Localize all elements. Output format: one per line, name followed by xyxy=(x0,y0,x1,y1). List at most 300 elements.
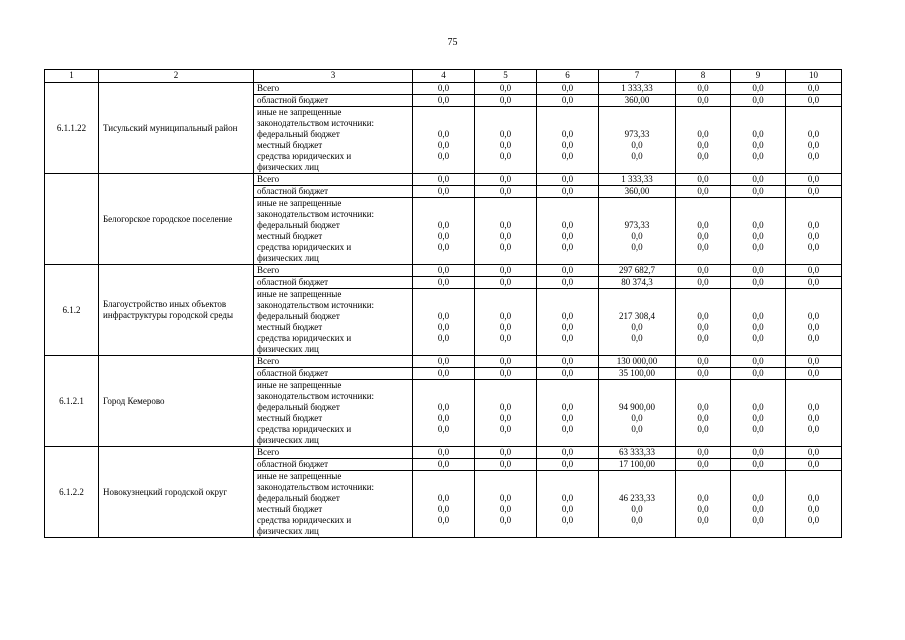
value-cell: 0,0 xyxy=(413,447,475,459)
spacer xyxy=(539,107,596,118)
value-lines xyxy=(539,289,596,344)
spacer xyxy=(733,300,783,311)
spacer xyxy=(415,482,472,493)
value-cell-multiline xyxy=(731,289,786,356)
legal-value: 0,0 xyxy=(697,515,709,525)
spacer xyxy=(733,391,783,402)
column-header: 6 xyxy=(537,70,599,83)
local-value: 0,0 xyxy=(807,231,820,241)
value-cell-multiline xyxy=(676,198,731,265)
value-cell-multiline xyxy=(786,289,842,356)
value-cell: 0,0 xyxy=(475,447,537,459)
local-value: 0,0 xyxy=(437,231,450,241)
value-cell: 0,0 xyxy=(537,459,599,471)
value-cell: 0,0 xyxy=(676,83,731,95)
source-label: Всего xyxy=(254,447,413,459)
value-cell-multiline xyxy=(599,198,676,265)
value-lines xyxy=(733,198,783,253)
source-lines xyxy=(257,107,410,173)
spacer xyxy=(601,482,673,493)
spacer xyxy=(788,482,839,493)
legal-value: 0,0 xyxy=(437,242,450,252)
federal-value: 0,0 xyxy=(437,311,450,321)
spacer xyxy=(788,209,839,220)
local-value: 0,0 xyxy=(807,322,820,332)
legal-value: 0,0 xyxy=(631,333,643,343)
value-lines xyxy=(539,198,596,253)
value-cell: 297 682,7 xyxy=(599,265,676,277)
value-cell: 0,0 xyxy=(731,459,786,471)
spacer xyxy=(788,391,839,402)
local-value: 0,0 xyxy=(807,413,820,423)
spacer xyxy=(678,198,728,209)
spacer xyxy=(415,300,472,311)
value-cell: 0,0 xyxy=(786,83,842,95)
item-code: 6.1.2 xyxy=(45,265,99,356)
value-cell: 0,0 xyxy=(786,368,842,380)
spacer xyxy=(415,391,472,402)
spacer xyxy=(477,118,534,129)
column-header: 2 xyxy=(99,70,254,83)
source-line: физических лиц xyxy=(257,253,319,263)
legal-value: 0,0 xyxy=(561,515,574,525)
federal-value: 0,0 xyxy=(437,402,450,412)
local-value: 0,0 xyxy=(437,413,450,423)
legal-value: 0,0 xyxy=(807,424,820,434)
local-value: 0,0 xyxy=(437,140,450,150)
spacer xyxy=(415,471,472,482)
source-lines xyxy=(257,198,410,264)
value-cell: 0,0 xyxy=(475,265,537,277)
source-label: областной бюджет xyxy=(254,368,413,380)
value-cell-multiline xyxy=(475,198,537,265)
source-line: физических лиц xyxy=(257,344,319,354)
legal-value: 0,0 xyxy=(437,151,450,161)
local-value: 0,0 xyxy=(807,140,820,150)
spacer xyxy=(601,300,673,311)
value-cell: 80 374,3 xyxy=(599,277,676,289)
value-lines xyxy=(539,380,596,435)
value-cell: 0,0 xyxy=(786,447,842,459)
legal-value: 0,0 xyxy=(499,515,512,525)
value-cell: 0,0 xyxy=(676,447,731,459)
legal-value: 0,0 xyxy=(807,151,820,161)
value-cell: 0,0 xyxy=(475,356,537,368)
spacer xyxy=(733,471,783,482)
legal-value: 0,0 xyxy=(499,333,512,343)
item-code: 6.1.2.2 xyxy=(45,447,99,538)
local-value: 0,0 xyxy=(561,231,574,241)
value-cell: 360,00 xyxy=(599,186,676,198)
value-cell: 0,0 xyxy=(676,95,731,107)
value-cell: 0,0 xyxy=(676,356,731,368)
value-cell: 1 333,33 xyxy=(599,174,676,186)
value-cell: 0,0 xyxy=(413,265,475,277)
legal-value: 0,0 xyxy=(752,151,764,161)
value-cell: 0,0 xyxy=(676,459,731,471)
legal-value: 0,0 xyxy=(561,242,574,252)
value-lines xyxy=(733,471,783,526)
value-cell: 0,0 xyxy=(676,265,731,277)
value-lines xyxy=(415,198,472,253)
spacer xyxy=(477,391,534,402)
federal-value: 0,0 xyxy=(499,493,512,503)
spacer xyxy=(788,289,839,300)
spacer xyxy=(477,471,534,482)
local-value: 0,0 xyxy=(561,413,574,423)
budget-table xyxy=(44,69,842,538)
federal-value: 217 308,4 xyxy=(619,311,655,321)
local-value: 0,0 xyxy=(631,504,643,514)
local-value: 0,0 xyxy=(697,231,709,241)
legal-value: 0,0 xyxy=(437,424,450,434)
value-lines xyxy=(477,471,534,526)
column-header: 5 xyxy=(475,70,537,83)
column-header: 10 xyxy=(786,70,842,83)
spacer xyxy=(415,209,472,220)
local-value: 0,0 xyxy=(499,504,512,514)
source-line: местный бюджет xyxy=(257,322,323,332)
source-lines xyxy=(257,289,410,355)
federal-value: 0,0 xyxy=(697,402,709,412)
value-lines xyxy=(788,289,839,344)
source-line: средства юридических и xyxy=(257,242,352,252)
federal-value: 0,0 xyxy=(752,220,764,230)
item-code: 6.1.2.1 xyxy=(45,356,99,447)
value-cell-multiline xyxy=(413,289,475,356)
value-cell: 0,0 xyxy=(413,368,475,380)
legal-value: 0,0 xyxy=(697,424,709,434)
spacer xyxy=(477,289,534,300)
local-value: 0,0 xyxy=(697,322,709,332)
value-cell-multiline xyxy=(731,471,786,538)
value-cell-multiline xyxy=(676,471,731,538)
value-cell-multiline xyxy=(475,471,537,538)
source-label-multiline xyxy=(254,471,413,538)
federal-value: 0,0 xyxy=(807,311,820,321)
legal-value: 0,0 xyxy=(561,151,574,161)
federal-value: 0,0 xyxy=(697,129,709,139)
source-line: законодательством источники: xyxy=(257,391,375,401)
value-cell-multiline xyxy=(786,471,842,538)
value-cell-multiline xyxy=(786,380,842,447)
value-cell: 0,0 xyxy=(731,265,786,277)
value-lines xyxy=(733,289,783,344)
page-number: 75 xyxy=(447,37,458,48)
federal-value: 0,0 xyxy=(561,402,574,412)
federal-value: 0,0 xyxy=(752,493,764,503)
local-value: 0,0 xyxy=(631,413,643,423)
federal-value: 0,0 xyxy=(437,129,450,139)
legal-value: 0,0 xyxy=(631,151,643,161)
local-value: 0,0 xyxy=(499,231,512,241)
value-lines xyxy=(477,380,534,435)
legal-value: 0,0 xyxy=(631,424,643,434)
value-lines xyxy=(415,380,472,435)
federal-value: 0,0 xyxy=(561,129,574,139)
legal-value: 0,0 xyxy=(697,242,709,252)
source-line: федеральный бюджет xyxy=(257,129,340,139)
spacer xyxy=(539,300,596,311)
value-cell-multiline xyxy=(537,198,599,265)
federal-value: 0,0 xyxy=(561,311,574,321)
source-line: федеральный бюджет xyxy=(257,493,340,503)
local-value: 0,0 xyxy=(631,322,643,332)
local-value: 0,0 xyxy=(561,504,574,514)
value-lines xyxy=(601,198,673,253)
table-row-total xyxy=(45,83,842,95)
source-label-multiline xyxy=(254,198,413,265)
value-cell: 0,0 xyxy=(786,265,842,277)
item-name: Город Кемерово xyxy=(99,356,254,447)
federal-value: 0,0 xyxy=(807,402,820,412)
source-line: федеральный бюджет xyxy=(257,220,340,230)
source-label-multiline xyxy=(254,380,413,447)
spacer xyxy=(678,482,728,493)
legal-value: 0,0 xyxy=(631,242,643,252)
spacer xyxy=(733,289,783,300)
local-value: 0,0 xyxy=(697,140,709,150)
item-name: Белогорское городское поселение xyxy=(99,174,254,265)
local-value: 0,0 xyxy=(752,504,764,514)
spacer xyxy=(788,107,839,118)
value-cell: 0,0 xyxy=(676,368,731,380)
spacer xyxy=(415,380,472,391)
source-label: Всего xyxy=(254,356,413,368)
table-row-total xyxy=(45,356,842,368)
value-cell: 0,0 xyxy=(786,174,842,186)
value-cell: 0,0 xyxy=(475,277,537,289)
value-cell-multiline xyxy=(475,289,537,356)
value-cell: 0,0 xyxy=(475,174,537,186)
item-name: Новокузнецкий городской округ xyxy=(99,447,254,538)
spacer xyxy=(415,118,472,129)
legal-value: 0,0 xyxy=(697,333,709,343)
value-cell: 1 333,33 xyxy=(599,83,676,95)
value-cell-multiline xyxy=(676,107,731,174)
value-cell-multiline xyxy=(731,198,786,265)
spacer xyxy=(678,107,728,118)
federal-value: 0,0 xyxy=(697,493,709,503)
value-cell: 0,0 xyxy=(786,356,842,368)
spacer xyxy=(733,209,783,220)
spacer xyxy=(788,471,839,482)
spacer xyxy=(539,289,596,300)
spacer xyxy=(477,300,534,311)
value-cell-multiline xyxy=(413,198,475,265)
value-cell-multiline xyxy=(676,289,731,356)
source-lines xyxy=(257,471,410,537)
spacer xyxy=(477,209,534,220)
value-cell: 35 100,00 xyxy=(599,368,676,380)
value-cell-multiline xyxy=(599,107,676,174)
spacer xyxy=(415,289,472,300)
value-lines xyxy=(788,380,839,435)
local-value: 0,0 xyxy=(499,140,512,150)
value-cell: 0,0 xyxy=(413,83,475,95)
spacer xyxy=(415,198,472,209)
legal-value: 0,0 xyxy=(807,242,820,252)
legal-value: 0,0 xyxy=(752,242,764,252)
spacer xyxy=(733,118,783,129)
spacer xyxy=(539,482,596,493)
spacer xyxy=(733,482,783,493)
value-cell-multiline xyxy=(731,107,786,174)
value-cell: 0,0 xyxy=(413,186,475,198)
value-cell: 0,0 xyxy=(731,95,786,107)
header-row xyxy=(45,70,842,83)
spacer xyxy=(678,209,728,220)
spacer xyxy=(788,300,839,311)
column-header: 8 xyxy=(676,70,731,83)
value-cell: 0,0 xyxy=(475,459,537,471)
value-lines xyxy=(415,107,472,162)
federal-value: 94 900,00 xyxy=(619,402,655,412)
source-label: областной бюджет xyxy=(254,186,413,198)
legal-value: 0,0 xyxy=(752,424,764,434)
federal-value: 0,0 xyxy=(561,493,574,503)
spacer xyxy=(601,289,673,300)
spacer xyxy=(601,198,673,209)
legal-value: 0,0 xyxy=(697,151,709,161)
value-cell-multiline xyxy=(537,380,599,447)
spacer xyxy=(415,107,472,118)
value-cell: 0,0 xyxy=(537,186,599,198)
source-label: Всего xyxy=(254,83,413,95)
local-value: 0,0 xyxy=(752,140,764,150)
source-line: иные не запрещенные xyxy=(257,198,342,208)
value-cell-multiline xyxy=(786,107,842,174)
legal-value: 0,0 xyxy=(499,242,512,252)
column-header: 7 xyxy=(599,70,676,83)
value-cell: 0,0 xyxy=(475,368,537,380)
value-cell: 0,0 xyxy=(731,277,786,289)
federal-value: 0,0 xyxy=(807,493,820,503)
value-lines xyxy=(678,380,728,435)
value-cell: 0,0 xyxy=(786,186,842,198)
table-row-total xyxy=(45,174,842,186)
legal-value: 0,0 xyxy=(807,515,820,525)
source-line: федеральный бюджет xyxy=(257,402,340,412)
value-cell-multiline xyxy=(413,380,475,447)
value-lines xyxy=(601,107,673,162)
source-label: областной бюджет xyxy=(254,95,413,107)
federal-value: 0,0 xyxy=(499,129,512,139)
legal-value: 0,0 xyxy=(561,424,574,434)
federal-value: 973,33 xyxy=(624,220,650,230)
value-cell: 0,0 xyxy=(731,356,786,368)
value-cell-multiline xyxy=(676,380,731,447)
spacer xyxy=(678,471,728,482)
value-lines xyxy=(678,471,728,526)
value-lines xyxy=(477,198,534,253)
source-line: иные не запрещенные xyxy=(257,380,342,390)
legal-value: 0,0 xyxy=(499,151,512,161)
spacer xyxy=(733,198,783,209)
value-cell: 0,0 xyxy=(537,277,599,289)
value-cell: 0,0 xyxy=(413,174,475,186)
source-label-multiline xyxy=(254,107,413,174)
federal-value: 0,0 xyxy=(752,311,764,321)
spacer xyxy=(539,118,596,129)
spacer xyxy=(477,198,534,209)
source-line: законодательством источники: xyxy=(257,209,375,219)
source-label: областной бюджет xyxy=(254,459,413,471)
item-code: 6.1.1.22 xyxy=(45,83,99,174)
value-cell: 0,0 xyxy=(537,368,599,380)
value-cell-multiline xyxy=(537,471,599,538)
value-cell-multiline xyxy=(599,471,676,538)
local-value: 0,0 xyxy=(697,504,709,514)
spacer xyxy=(539,209,596,220)
local-value: 0,0 xyxy=(499,413,512,423)
item-name: Тисульский муниципальный район xyxy=(99,83,254,174)
value-cell: 0,0 xyxy=(731,447,786,459)
spacer xyxy=(678,380,728,391)
value-cell-multiline xyxy=(731,380,786,447)
legal-value: 0,0 xyxy=(499,424,512,434)
value-cell: 0,0 xyxy=(786,95,842,107)
source-line: средства юридических и xyxy=(257,333,352,343)
federal-value: 0,0 xyxy=(752,402,764,412)
federal-value: 0,0 xyxy=(499,220,512,230)
source-line: законодательством источники: xyxy=(257,482,375,492)
value-lines xyxy=(733,107,783,162)
spacer xyxy=(788,118,839,129)
spacer xyxy=(601,118,673,129)
source-label: областной бюджет xyxy=(254,277,413,289)
value-lines xyxy=(788,107,839,162)
value-cell: 63 333,33 xyxy=(599,447,676,459)
federal-value: 46 233,33 xyxy=(619,493,655,503)
federal-value: 0,0 xyxy=(499,311,512,321)
value-cell: 0,0 xyxy=(537,447,599,459)
value-lines xyxy=(477,107,534,162)
value-cell: 0,0 xyxy=(413,459,475,471)
value-cell-multiline xyxy=(786,198,842,265)
local-value: 0,0 xyxy=(561,322,574,332)
value-lines xyxy=(415,471,472,526)
value-cell: 0,0 xyxy=(475,186,537,198)
source-line: средства юридических и xyxy=(257,515,352,525)
federal-value: 0,0 xyxy=(807,129,820,139)
value-cell: 0,0 xyxy=(413,95,475,107)
value-lines xyxy=(678,198,728,253)
source-line: физических лиц xyxy=(257,526,319,536)
legal-value: 0,0 xyxy=(752,515,764,525)
legal-value: 0,0 xyxy=(561,333,574,343)
value-cell-multiline xyxy=(413,471,475,538)
value-cell: 0,0 xyxy=(537,95,599,107)
local-value: 0,0 xyxy=(697,413,709,423)
value-cell-multiline xyxy=(599,289,676,356)
spacer xyxy=(788,380,839,391)
value-cell: 0,0 xyxy=(475,95,537,107)
column-header: 3 xyxy=(254,70,413,83)
source-line: местный бюджет xyxy=(257,140,323,150)
spacer xyxy=(678,300,728,311)
table-row-total xyxy=(45,265,842,277)
value-lines xyxy=(601,471,673,526)
value-cell-multiline xyxy=(475,380,537,447)
spacer xyxy=(539,471,596,482)
source-line: иные не запрещенные xyxy=(257,289,342,299)
value-lines xyxy=(539,471,596,526)
legal-value: 0,0 xyxy=(437,333,450,343)
legal-value: 0,0 xyxy=(437,515,450,525)
federal-value: 973,33 xyxy=(624,129,650,139)
federal-value: 0,0 xyxy=(499,402,512,412)
